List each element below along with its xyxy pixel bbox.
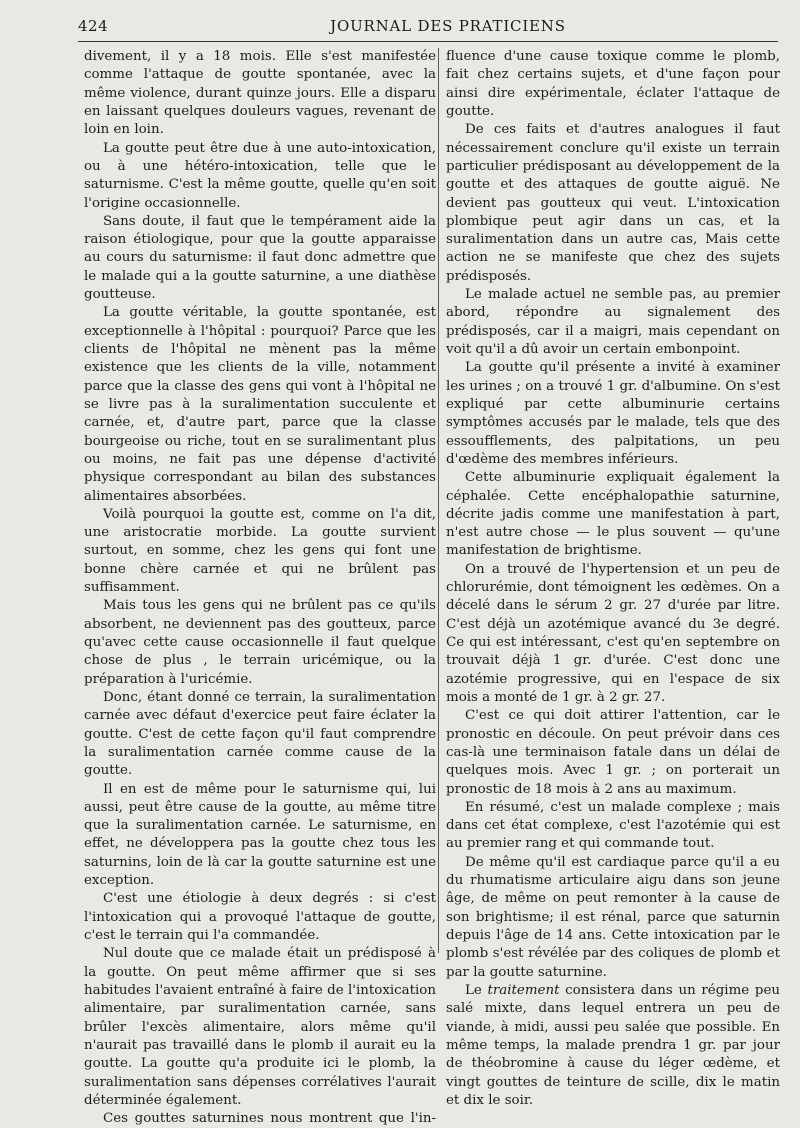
column-divider [438, 48, 439, 953]
right-column [446, 48, 780, 1110]
page-header [78, 14, 778, 38]
paragraph: La goutte véritable, la goutte spontanée, est exceptionnelle à l'hôpital : pourquoi? Parce que les clients de l'hôpital ne mènent pas la même existence que les clients de la ville, notamment parce que la classe des gens qui vont à l'hôpital ne se livre pas à la suralimentation succulente et carnée, et, d'autre part, parce que la classe bourgeoise ou riche, tout en se suralimentant plus ou moins, ne fait pas une dépense d'activité physique correspondant au bilan des substances alimentaires absorbées. [84, 305, 436, 504]
paragraph: Donc, étant donné ce terrain, la suralimentation carnée avec défaut d'exercice peut faire éclater la goutte. C'est de cette façon qu'il faut comprendre la suralimentation carnée comme cause de la goutte. [84, 689, 436, 779]
paragraph: Il en est de même pour le saturnisme qui, lui aussi, peut être cause de la goutte, au même titre que la suralimentation carnée. Le saturnisme, en effet, ne développera pas la goutte chez tous les saturnins, loin de là car la goutte saturnine est une exception. [84, 781, 436, 889]
paragraph: De ces faits et d'autres analogues il faut nécessairement conclure qu'il existe un terrain particulier prédisposant au développement de la goutte et des attaques de goutte aiguë. Ne devient pas goutteux qui veut. L'intoxication plombique peut agir dans un cas, et la suralimentation dans un autre cas, Mais cette action ne se manifeste que chez des sujets prédisposés. [446, 122, 780, 284]
paragraph: En résumé, c'est un malade complexe ; mais dans cet état complexe, c'est l'azotémie qui est au premier rang et qui commande tout. [446, 799, 780, 852]
paragraph: C'est une étiologie à deux degrés : si c'est l'intoxication qui a provoqué l'attaque de goutte, c'est le terrain qui l'a commandée. [84, 891, 436, 943]
paragraph: C'est ce qui doit attirer l'attention, car le pronostic en découle. On peut prévoir dans ces cas-là une terminaison fatale dans un délai de quelques mois. Avec 1 gr. ; on porterait un pronostic de 18 mois à 2 ans au maximum. [446, 708, 780, 797]
paragraph: La goutte qu'il présente a invité à examiner les urines ; on a trouvé 1 gr. d'albumine. On s'est expliqué par cette albuminurie certains symptômes accusés par le malade, tels que des essoufflements, des palpitations, un peu d'œdème des membres inférieurs. [446, 360, 780, 467]
text-span: consistera dans un régime peu salé mixte, dans lequel entrera un peu de viande, à midi, aussi peu salée que possible. En même temps, la malade prendra 1 gr. par jour de théobromine à cause du léger œdème, et vingt gouttes de teinture de scille, dix le matin et dix le soir. [446, 982, 780, 1108]
text-span: Le [465, 982, 488, 998]
paragraph: Voilà pourquoi la goutte est, comme on l'a dit, une aristocratie morbide. La goutte survient surtout, en somme, chez les gens qui font une bonne chère carnée et qui ne brûlent pas suffisamment. [84, 506, 436, 596]
paragraph: La goutte peut être due à une auto-intoxication, ou à une hétéro-intoxication, telle que le saturnisme. C'est la même goutte, quelle qu'en soit l'origine occasionnelle. [84, 140, 436, 211]
paragraph-treatment [446, 982, 780, 1110]
left-column [84, 48, 436, 1128]
paragraph: Cette albuminurie expliquait également la céphalée. Cette encéphalopathie saturnine, décrite jadis comme une manifestation à part, n'est autre chose — le plus souvent — qu'une manifestation de brightisme. [446, 470, 780, 559]
paragraph: On a trouvé de l'hypertension et un peu de chlorurémie, dont témoignent les œdèmes. On a décelé dans le sérum 2 gr. 27 d'urée par litre. C'est déjà un azotémique avancé du 3e degré. Ce qui est intéressant, c'est qu'en septembre on trouvait déjà 1 gr. d'urée. C'est donc une azotémie progressive, qui en l'espace de six mois a monté de 1 gr. à 2 gr. 27. [446, 561, 780, 705]
paragraph: Sans doute, il faut que le tempérament aide la raison étiologique, pour que la goutte apparaisse au cours du saturnisme: il faut donc admettre que le malade qui a la goutte saturnine, a une diathèse goutteuse. [84, 213, 436, 303]
paragraph: Nul doute que ce malade était un prédisposé à la goutte. On peut même affirmer que si ses habitudes l'avaient entraîné à faire de l'intoxication alimentaire, par suralimentation carnée, sans brûler l'excès alimentaire, alors même qu'il n'aurait pas travaillé dans le plomb il aurait eu la goutte. La goutte qu'a produite ici le plomb, la suralimentation sans dépenses corrélatives l'aurait déterminée également. [84, 946, 436, 1108]
page-number: 424 [78, 17, 109, 35]
paragraph: fluence d'une cause toxique comme le plomb, fait chez certains sujets, et d'une façon pour ainsi dire expérimentale, éclater l'attaque de goutte. [446, 49, 780, 119]
paragraph: Le malade actuel ne semble pas, au premier abord, répondre au signalement des prédisposés, car il a maigri, mais cependant on voit qu'il a dû avoir un certain embonpoint. [446, 287, 780, 357]
header-rule [78, 41, 778, 42]
paragraph: divement, il y a 18 mois. Elle s'est manifestée comme l'attaque de goutte spontanée, avec la même violence, durant quinze jours. Elle a disparu en laissant quelques douleurs vagues, revenant de loin en loin. [84, 49, 436, 138]
emphasis-traitement: traitement [487, 982, 560, 998]
journal-title: JOURNAL DES PRATICIENS [330, 17, 566, 35]
paragraph: Ces gouttes saturnines nous montrent que l'in- [103, 1111, 436, 1127]
paragraph: De même qu'il est cardiaque parce qu'il a eu du rhumatisme articulaire aigu dans son jeune âge, de même on peut remonter à la cause de son brightisme; il est rénal, parce que saturnin depuis l'âge de 14 ans. Cette intoxication par le plomb s'est révélée par des coliques de plomb et par la goutte saturnine. [446, 854, 780, 980]
paragraph: Mais tous les gens qui ne brûlent pas ce qu'ils absorbent, ne deviennent pas des goutteux, parce qu'avec cette cause occasionnelle il faut quelque chose de plus , le terrain uricémique, ou la préparation à l'uricémie. [84, 598, 436, 687]
